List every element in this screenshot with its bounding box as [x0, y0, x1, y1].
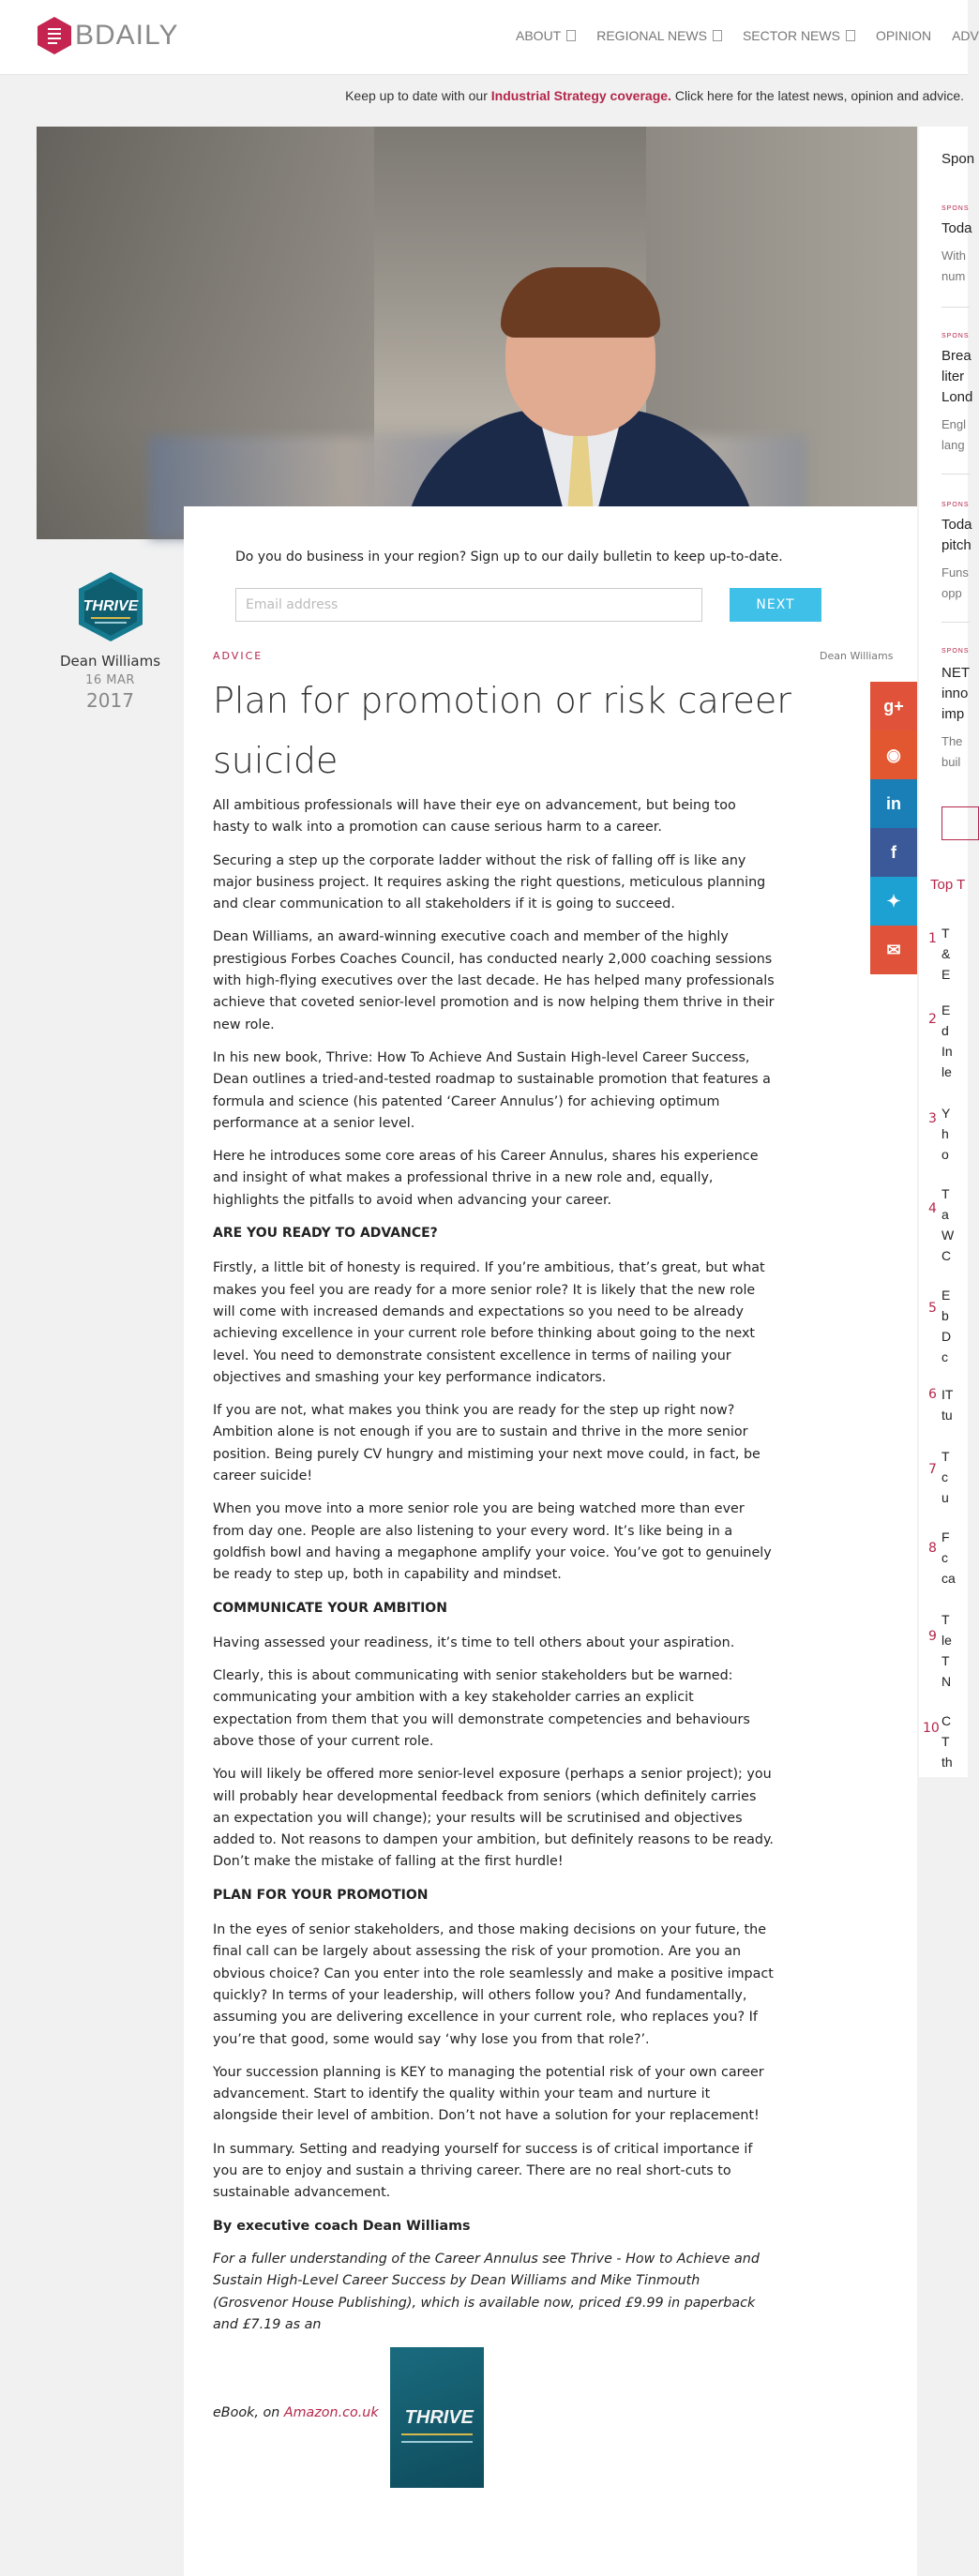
nav-about-label: ABOUT: [516, 28, 562, 43]
top-item-line[interactable]: h: [941, 1126, 949, 1141]
promo-link[interactable]: Industrial Strategy coverage.: [490, 88, 671, 103]
top-item-line[interactable]: E: [941, 1002, 951, 1017]
linkedin-icon: in: [886, 793, 901, 813]
facebook-icon: f: [891, 842, 896, 862]
twitter-icon: ✦: [886, 891, 901, 911]
sponsored-item-title[interactable]: pitch: [941, 537, 971, 553]
paragraph: Clearly, this is about communicating with senior stakeholders but be warned: communicating your ambition with a key stakeholder carries an explicit expectation from them that you will demonstrate competencies and behaviours above those of your current role.: [213, 1668, 750, 1749]
logo[interactable]: [36, 15, 179, 56]
facebook-share-button[interactable]: [870, 828, 917, 877]
top-item-line[interactable]: &: [941, 946, 951, 961]
paragraph: Dean Williams, an award-winning executive coach and member of the highly prestigious Forbes Coaches Council, has conducted nearly 2,000 coaching sessions with high-flying executives over the last decade. He has helped many professionals achieve that coveted senior-level promotion and is now helping them thrive in their new role.: [213, 929, 775, 1032]
article-byline: By executive coach Dean Williams: [213, 2218, 471, 2234]
top-item-line[interactable]: d: [941, 1023, 949, 1038]
byline-author[interactable]: Dean Williams: [820, 650, 894, 662]
sidebar-more-button[interactable]: [941, 806, 979, 840]
page-title: Plan for promotion or risk career suicide: [213, 680, 791, 781]
paragraph: Here he introduces some core areas of his Career Annulus, shares his experience and insight of what makes a professional thrive in a new role and, equally, highlights the pitfalls to avoid when advancing your career.: [213, 1149, 759, 1208]
paragraph: Having assessed your readiness, it’s time to tell others about your aspiration.: [213, 1634, 735, 1650]
rank-number: 3: [928, 1111, 937, 1126]
sponsored-item-sub: With: [941, 249, 966, 263]
dropdown-icon: [846, 30, 855, 41]
sponsored-item-sub: num: [941, 269, 966, 283]
rank-number: 6: [928, 1387, 937, 1402]
top-item-line[interactable]: N: [941, 1674, 952, 1689]
next-button[interactable]: NEXT: [730, 588, 821, 622]
sponsored-item-title[interactable]: Toda: [941, 517, 972, 533]
mail-icon: ✉: [886, 940, 901, 959]
section-heading: PLAN FOR YOUR PROMOTION: [213, 1887, 429, 1903]
top-item-line[interactable]: E: [941, 1288, 951, 1303]
rank-number: 5: [928, 1301, 937, 1316]
top-item-line[interactable]: b: [941, 1308, 949, 1323]
rank-number: 9: [928, 1629, 937, 1644]
top-item-line[interactable]: ca: [941, 1571, 956, 1586]
google-plus-share-button[interactable]: [870, 682, 917, 731]
publish-date: 16 MAR: [85, 673, 135, 687]
email-field[interactable]: Email address: [235, 588, 702, 622]
logo-hexagon-icon: [36, 15, 73, 56]
top-item-line[interactable]: tu: [941, 1408, 953, 1423]
share-bar: [870, 682, 917, 974]
rank-number: 2: [928, 1012, 937, 1027]
author-panel: [37, 539, 184, 712]
sponsor-label: SPONS: [941, 648, 970, 655]
book-cover-title: THRIVE: [404, 2407, 474, 2429]
top-item-line[interactable]: a: [941, 1207, 949, 1222]
linkedin-share-button[interactable]: [870, 779, 917, 828]
avatar-badge-text: THRIVE: [83, 598, 138, 614]
reddit-share-button[interactable]: [870, 731, 917, 779]
sponsor-label: SPONS: [941, 205, 970, 212]
main-nav: [516, 28, 979, 43]
nav-adv[interactable]: [952, 28, 979, 43]
sponsored-item-sub: lang: [941, 438, 965, 452]
amazon-link[interactable]: Amazon.co.uk: [283, 2404, 379, 2420]
paragraph: Securing a step up the corporate ladder without the risk of falling off is like any major business project. It requires asking the right questions, meticulous planning and clear communication to all stakeholders if it is going to succeed.: [213, 852, 766, 912]
sponsored-item-title[interactable]: Brea: [941, 348, 971, 364]
top-item-line[interactable]: T: [941, 1653, 950, 1668]
top-item-line[interactable]: th: [941, 1755, 953, 1770]
top-item-line[interactable]: T: [941, 1612, 950, 1627]
right-sidebar: [919, 127, 975, 1777]
paragraph: In summary. Setting and readying yourself for success is of critical importance if you are to enjoy and sustain a thriving career. There are no real short-cuts to sustainable advancement.: [213, 2141, 753, 2201]
section-heading: ARE YOU READY TO ADVANCE?: [213, 1226, 438, 1242]
sponsored-item-sub: Funs: [941, 565, 969, 580]
top-item-line[interactable]: Y: [941, 1106, 951, 1121]
rank-number: 7: [928, 1462, 937, 1477]
ebook-row: [213, 2347, 776, 2488]
nav-adv-label: ADV: [952, 28, 979, 43]
sponsor-label: SPONS: [941, 502, 970, 508]
article-body: [213, 795, 776, 2488]
dropdown-icon: [566, 30, 576, 41]
sponsored-item-title[interactable]: imp: [941, 706, 965, 722]
paragraph: In the eyes of senior stakeholders, and those making decisions on your future, the final call can be largely about assessing the risk of your promotion. Are you an obvious choice? Can you enter into the role seamlessly and make a positive impact quickly? In terms of your leadership, will others follow you? And fundamentally, assuming you are delivering excellence in your current role, who replaces you? If you’re that good, some would say ‘why lose you from that role?’.: [213, 1922, 774, 2047]
sponsored-item-sub: The: [941, 734, 963, 748]
nav-about[interactable]: [516, 28, 576, 43]
top-ten-heading: Top T: [930, 877, 966, 893]
sponsored-item-title[interactable]: Lond: [941, 389, 973, 405]
email-share-button[interactable]: [870, 926, 917, 974]
twitter-share-button[interactable]: [870, 877, 917, 926]
publish-year: 2017: [86, 689, 134, 712]
top-item-line[interactable]: u: [941, 1490, 949, 1505]
sponsored-heading: Spon: [941, 151, 975, 167]
top-item-line[interactable]: D: [941, 1329, 952, 1344]
ebook-text: [213, 2403, 379, 2488]
top-item-line[interactable]: C: [941, 1713, 952, 1728]
paragraph: You will likely be offered more senior-level exposure (perhaps a senior project); you will probably hear developmental feedback from seniors (which definitely carries an expectation you will change); your results will be scrutinised and objectives added to. Not reasons to dampen your ambition, but definitely reasons to be ready. Don’t make the mistake of falling at the first hurdle!: [213, 1767, 774, 1870]
sponsored-item-title[interactable]: liter: [941, 369, 965, 384]
top-item-line[interactable]: F: [941, 1529, 950, 1544]
top-item-line[interactable]: E: [941, 967, 951, 982]
top-item-line[interactable]: T: [941, 926, 950, 941]
hero-image: [37, 127, 917, 539]
nav-regional-news-label: REGIONAL NEWS: [596, 28, 707, 43]
avatar[interactable]: [74, 570, 147, 643]
paragraph: Firstly, a little bit of honesty is required. If you’re ambitious, that’s great, but what makes you feel you are ready for a more senior role? It is likely that the new role will come with increased demands and expectations so you need to be already achieving excellence in your current role before thinking about going to the next level. You need to demonstrate consistent excellence in terms of nailing your objectives and smashing your key performance indicators.: [213, 1260, 765, 1385]
sponsored-item-title[interactable]: inno: [941, 685, 969, 701]
sponsored-item-sub: buil: [941, 755, 961, 769]
book-cover-image[interactable]: [390, 2347, 484, 2488]
rank-number: 10: [923, 1721, 940, 1736]
ebook-prefix: eBook, on: [213, 2404, 284, 2420]
category-label[interactable]: ADVICE: [213, 650, 264, 662]
top-item-line[interactable]: le: [941, 1064, 952, 1079]
top-item-line[interactable]: T: [941, 1734, 950, 1749]
top-item-line[interactable]: C: [941, 1248, 952, 1263]
sponsored-item-title[interactable]: NET: [941, 665, 970, 681]
nav-regional-news[interactable]: [596, 28, 722, 43]
paragraph: All ambitious professionals will have their eye on advancement, but being too hasty to walk into a promotion can cause serious harm to a career.: [213, 798, 736, 836]
nav-sector-news-label: SECTOR NEWS: [742, 28, 840, 43]
article: [184, 506, 917, 2576]
rank-number: 4: [928, 1201, 937, 1216]
top-item-line[interactable]: T: [941, 1186, 950, 1201]
nav-opinion[interactable]: [876, 28, 931, 43]
paragraph: If you are not, what makes you think you are ready for the step up right now? Ambition alone is not enough if you are to sustain and thrive in the more senior position. Being purely CV hungry and mistiming your next move could, in fact, be career suicide!: [213, 1403, 761, 1484]
promo-prefix: Keep up to date with our: [345, 88, 491, 103]
promo-suffix[interactable]: Click here for the latest news, opinion and advice.: [670, 88, 964, 103]
top-item-line[interactable]: In: [941, 1044, 953, 1059]
top-item-line[interactable]: IT: [941, 1387, 954, 1402]
top-item-line[interactable]: o: [941, 1147, 949, 1162]
rank-number: 1: [928, 931, 937, 946]
reddit-icon: ◉: [886, 745, 901, 764]
paragraph: In his new book, Thrive: How To Achieve And Sustain High-level Career Success, Dean outlines a tried-and-tested roadmap to sustainable promotion that features a formula and science (his patented ‘Career Annulus’) for achieving optimum performance at a senior level.: [213, 1049, 771, 1131]
logo-text: BDAILY: [75, 20, 179, 51]
top-item-line[interactable]: c: [941, 1349, 948, 1364]
top-item-line[interactable]: T: [941, 1449, 950, 1464]
author-name[interactable]: Dean Williams: [59, 653, 161, 670]
book-note: For a fuller understanding of the Career Annulus see Thrive - How to Achieve and Sustain High-Level Career Success by Dean Williams and Mike Tinmouth (Grosvenor House Publishing), which is available now, priced £9.99 in paperback and £7.19 as an: [213, 2251, 760, 2332]
bulletin-prompt: Do you do business in your region? Sign up to our daily bulletin to keep up-to-date.: [235, 550, 783, 565]
paragraph: Your succession planning is KEY to managing the potential risk of your own career advancement. Start to identify the quality within your team and nurture it alongside their level of ambition. Don’t not have a solution for your replacement!: [213, 2064, 764, 2124]
sponsored-item-sub: Engl: [941, 417, 967, 431]
sponsored-item-title[interactable]: Toda: [941, 220, 972, 236]
section-heading: COMMUNICATE YOUR AMBITION: [213, 1600, 447, 1616]
google-plus-icon: g+: [883, 696, 904, 716]
site-header: [0, 0, 979, 75]
paragraph: When you move into a more senior role you are being watched more than ever from day one. People are also listening to your every word. It’s like being in a goldfish bowl and having a megaphone amplify your voice. You’ve got to genuinely be ready to step up, both in capability and mindset.: [213, 1501, 772, 1583]
top-item-line[interactable]: W: [941, 1228, 955, 1243]
nav-opinion-label: OPINION: [875, 28, 932, 43]
promo-banner: [0, 88, 968, 103]
top-item-line[interactable]: le: [941, 1633, 952, 1648]
sponsored-item-sub: opp: [941, 586, 962, 600]
top-item-line[interactable]: c: [941, 1469, 948, 1484]
nav-sector-news[interactable]: [743, 28, 855, 43]
rank-number: 8: [928, 1541, 937, 1556]
top-item-line[interactable]: c: [941, 1550, 948, 1565]
dropdown-icon: [713, 30, 722, 41]
sponsor-label: SPONS: [941, 333, 970, 339]
